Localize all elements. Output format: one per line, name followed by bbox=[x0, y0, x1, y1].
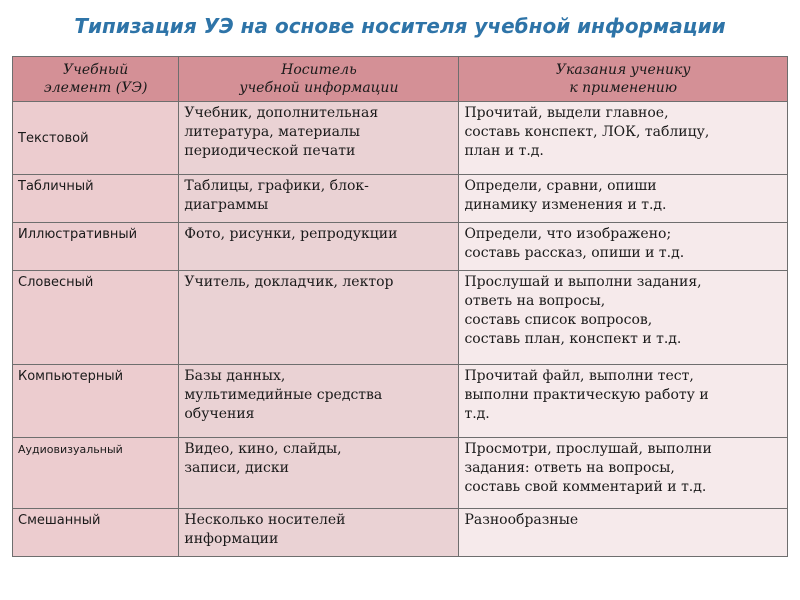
cell-instructions: Определи, что изображено; составь рассказ, опиши и т.д. bbox=[459, 223, 788, 271]
table-row bbox=[13, 223, 788, 271]
cell-instructions: Прочитай, выдели главное, составь конспект, ЛОК, таблицу, план и т.д. bbox=[459, 102, 788, 175]
cell-carrier: Базы данных, мультимедийные средства обучения bbox=[179, 365, 459, 438]
cell-type: Текстовой bbox=[13, 102, 179, 175]
header-instructions: Указания ученику к применению bbox=[459, 57, 788, 102]
cell-instructions: Прочитай файл, выполни тест, выполни практическую работу и т.д. bbox=[459, 365, 788, 438]
page-title: Типизация УЭ на основе носителя учебной информации bbox=[74, 14, 726, 38]
cell-type: Аудиовизуальный bbox=[13, 438, 179, 509]
table-row bbox=[13, 102, 788, 175]
cell-type: Компьютерный bbox=[13, 365, 179, 438]
cell-carrier: Учебник, дополнительная литература, материалы периодической печати bbox=[179, 102, 459, 175]
cell-instructions: Прослушай и выполни задания, ответь на вопросы, составь список вопросов, составь план, конспект и т.д. bbox=[459, 271, 788, 365]
typology-table bbox=[12, 56, 788, 557]
cell-type: Смешанный bbox=[13, 509, 179, 557]
table-row bbox=[13, 175, 788, 223]
cell-carrier: Несколько носителей информации bbox=[179, 509, 459, 557]
cell-carrier: Таблицы, графики, блок- диаграммы bbox=[179, 175, 459, 223]
cell-carrier: Видео, кино, слайды, записи, диски bbox=[179, 438, 459, 509]
cell-carrier: Фото, рисунки, репродукции bbox=[179, 223, 459, 271]
table-row bbox=[13, 509, 788, 557]
header-carrier: Носитель учебной информации bbox=[179, 57, 459, 102]
cell-type: Иллюстративный bbox=[13, 223, 179, 271]
cell-instructions: Определи, сравни, опиши динамику изменения и т.д. bbox=[459, 175, 788, 223]
table-row bbox=[13, 365, 788, 438]
header-element-type: Учебный элемент (УЭ) bbox=[13, 57, 179, 102]
cell-type: Табличный bbox=[13, 175, 179, 223]
table-row bbox=[13, 438, 788, 509]
cell-instructions: Разнообразные bbox=[459, 509, 788, 557]
table-header-row bbox=[13, 57, 788, 102]
table-row bbox=[13, 271, 788, 365]
cell-carrier: Учитель, докладчик, лектор bbox=[179, 271, 459, 365]
cell-type: Словесный bbox=[13, 271, 179, 365]
cell-instructions: Просмотри, прослушай, выполни задания: ответь на вопросы, составь свой комментарий и т.д. bbox=[459, 438, 788, 509]
